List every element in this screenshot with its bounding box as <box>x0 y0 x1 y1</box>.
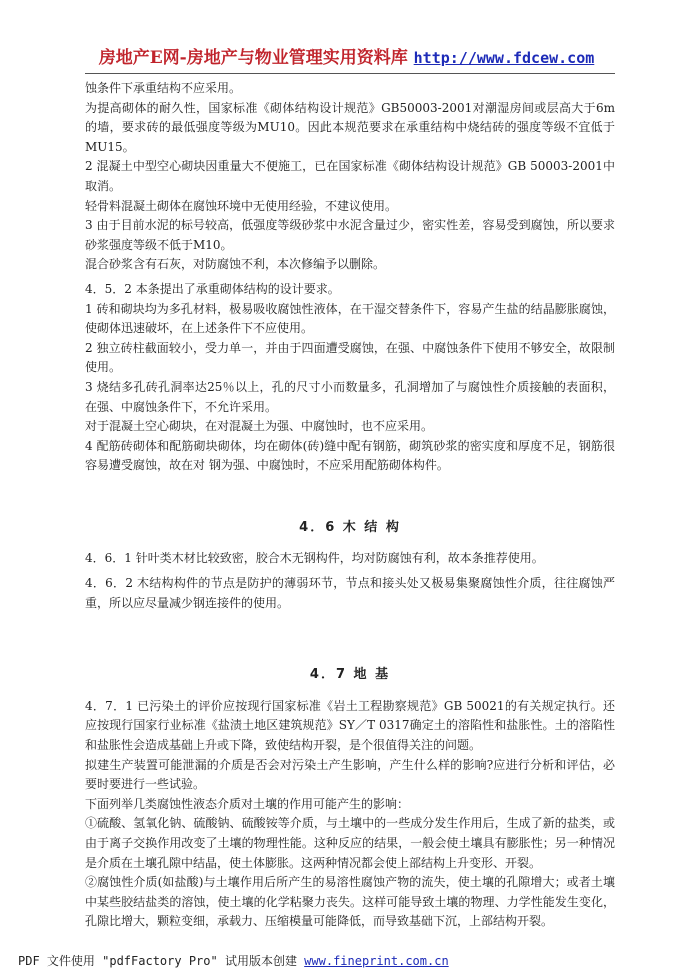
page-banner <box>0 46 693 70</box>
document-body <box>85 79 615 932</box>
section-a <box>85 79 615 275</box>
paragraph: 对于混凝土空心砌块，在对混凝土为强、中腐蚀时，也不应采用。 <box>85 419 434 434</box>
paragraph: 2 混凝土中型空心砌块因重量大不便施工，已在国家标准《砌体结构设计规范》GB 50003-2001中取消。 <box>85 159 615 193</box>
paragraph: 轻骨料混凝土砌体在腐蚀环境中无使用经验，不建议使用。 <box>85 198 398 213</box>
paragraph: ①硫酸、氢氧化钠、硫酸钠、硫酸铵等介质，与土壤中的一些成分发生作用后，生成了新的盐类，或由于离子交换作用改变了土壤的物理性能。这种反应的结果，一般会使土壤具有膨胀性；另一种情况是介质在土壤孔隙中结晶，使土体膨胀。这两种情况都会使上部结构上升变形、开裂。 <box>85 816 615 870</box>
paragraph: 3 由于目前水泥的标号较高，低强度等级砂浆中水泥含量过少，密实性差，容易受到腐蚀，所以要求砂浆强度等级不低于M10。 <box>85 218 615 252</box>
paragraph: 2 独立砖柱截面较小，受力单一，并由于四面遭受腐蚀，在强、中腐蚀条件下使用不够安全，故限制使用。 <box>85 340 615 375</box>
paragraph: 蚀条件下承重结构不应采用。 <box>85 81 242 95</box>
site-title: 房地产E网-房地产与物业管理实用资料库 <box>98 48 408 68</box>
paragraph: 4．6．2 木结构构件的节点是防护的薄弱环节，节点和接头处又极易集聚腐蚀性介质，往往腐蚀严重，所以应尽量减少钢连接件的使用。 <box>85 576 615 610</box>
paragraph: 4．5．2 本条提出了承重砌体结构的设计要求。 <box>85 281 340 296</box>
paragraph: ②腐蚀性介质(如盐酸)与土壤作用后所产生的易溶性腐蚀产物的流失，使土壤的孔隙增大；或者土壤中某些胶结盐类的溶蚀，使土壤的化学粘聚力丧失。这样可能导致土壤的物理、力学性能发生变化，孔隙比增大，颗粒变细，承载力、压缩模量可能降低，而导致基础下沉，上部结构开裂。 <box>85 875 615 929</box>
site-url-link[interactable]: http://www.fdcew.com <box>413 49 595 67</box>
pdf-footer <box>18 952 449 969</box>
footer-link[interactable]: www.fineprint.com.cn <box>304 954 449 968</box>
section-heading-4-6: 4．6 木 结 构 <box>299 519 401 535</box>
paragraph: 下面列举几类腐蚀性液态介质对土壤的作用可能产生的影响： <box>85 796 410 811</box>
header-divider <box>85 73 615 74</box>
paragraph: 拟建生产装置可能泄漏的介质是否会对污染土产生影响，产生什么样的影响?应进行分析和评估，必要时要进行一些试验。 <box>85 757 616 792</box>
paragraph: 3 烧结多孔砖孔洞率达25％以上，孔的尺寸小而数量多，孔洞增加了与腐蚀性介质接触的表面积，在强、中腐蚀条件下，不允许采用。 <box>85 379 615 414</box>
section-heading-4-7: 4．7 地 基 <box>309 667 391 683</box>
paragraph: 为提高砌体的耐久性，国家标准《砌体结构设计规范》GB50003-2001对潮湿房间或层高大于6m的墙，要求砖的最低强度等级为MU10。因此本规范要求在承重结构中烧结砖的强度等级不宜低于MU15。 <box>85 100 615 154</box>
section-4-7-1 <box>85 697 615 932</box>
paragraph: 4．7．1 已污染土的评价应按现行国家标准《岩土工程勘察规范》GB 50021的有关规定执行。还应按现行国家行业标准《盐渍土地区建筑规范》SY／T 0317确定土的溶陷性和盐胀性。土的溶陷性和盐胀性会造成基础上升或下降，致使结构开裂，是个很值得关注的问题。 <box>85 698 615 753</box>
paragraph: 4．6．1 针叶类木材比较致密，胶合木无钢构件，均对防腐蚀有利，故本条推荐使用。 <box>85 551 544 566</box>
footer-text: PDF 文件使用 "pdfFactory Pro" 试用版本创建 <box>18 954 305 968</box>
paragraph: 1 砖和砌块均为多孔材料，极易吸收腐蚀性液体，在干湿交替条件下，容易产生盐的结晶膨胀腐蚀，使砌体迅速破坏，在上述条件下不应使用。 <box>85 301 615 336</box>
paragraph: 4 配筋砖砌体和配筋砌块砌体，均在砌体(砖)缝中配有钢筋，砌筑砂浆的密实度和厚度不足，钢筋很容易遭受腐蚀，故在对 钢为强、中腐蚀时，不应采用配筋砌体构件。 <box>85 438 615 473</box>
section-4-5-2 <box>85 280 615 476</box>
paragraph: 混合砂浆含有石灰，对防腐蚀不利，本次修编予以删除。 <box>85 257 386 272</box>
